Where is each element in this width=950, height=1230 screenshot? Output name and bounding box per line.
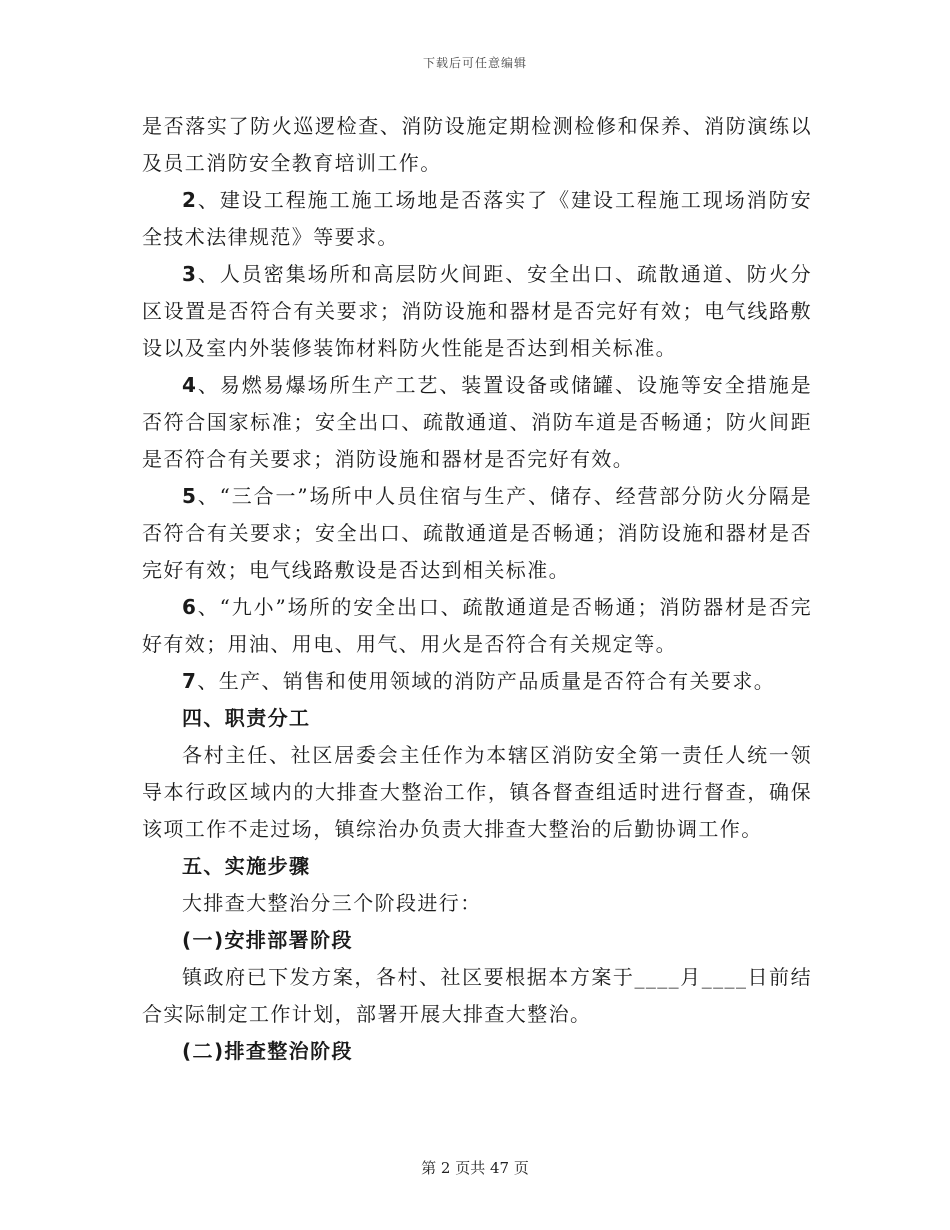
item-number: 3	[182, 262, 198, 286]
list-item-3	[142, 256, 812, 367]
list-item-4	[142, 367, 812, 478]
page-number: 第 2 页共 47 页	[421, 1159, 529, 1177]
item-text: 、建设工程施工施工场地是否落实了《建设工程施工现场消防安全技术法律规范》等要求。	[142, 188, 812, 249]
list-item-2	[142, 182, 812, 256]
item-text: 、易燃易爆场所生产工艺、装置设备或储罐、设施等安全措施是否符合国家标准；安全出口、疏散通道、消防车道是否畅通；防火间距是否符合有关要求；消防设施和器材是否完好有效。	[142, 373, 812, 471]
section-heading-responsibilities: 四、职责分工	[182, 706, 311, 730]
item-number: 2	[182, 188, 198, 212]
item-text: 、“三合一”场所中人员住宿与生产、储存、经营部分防火分隔是否符合有关要求；安全出口、疏散通道是否畅通；消防设施和器材是否完好有效；电气线路敷设是否达到相关标准。	[142, 484, 812, 582]
item-number: 7	[182, 669, 198, 693]
item-number: 5	[182, 484, 198, 508]
subsection-paragraph-deployment: 镇政府已下发方案，各村、社区要根据本方案于____月____日前结合实际制定工作计划，部署开展大排查大整治。	[142, 965, 812, 1026]
section-heading-implementation: 五、实施步骤	[182, 854, 311, 878]
item-text: 、生产、销售和使用领域的消防产品质量是否符合有关要求。	[197, 669, 776, 693]
paragraph-continuation: 是否落实了防火巡逻检查、消防设施定期检测检修和保养、消防演练以及员工消防安全教育培训工作。	[142, 114, 812, 175]
section-paragraph-responsibilities: 各村主任、社区居委会主任作为本辖区消防安全第一责任人统一领导本行政区域内的大排查大整治工作，镇各督查组适时进行督查，确保该项工作不走过场，镇综治办负责大排查大整治的后勤协调工作。	[142, 743, 812, 841]
page-header: 下载后可任意编辑	[422, 56, 527, 70]
item-number: 6	[182, 595, 198, 619]
list-item-7	[142, 663, 812, 700]
subsection-heading-inspection: (二)排查整治阶段	[182, 1039, 353, 1063]
item-text: 、“九小”场所的安全出口、疏散通道是否畅通；消防器材是否完好有效；用油、用电、用气、用火是否符合有关规定等。	[142, 595, 812, 656]
list-item-6	[142, 589, 812, 663]
item-text: 、人员密集场所和高层防火间距、安全出口、疏散通道、防火分区设置是否符合有关要求；消防设施和器材是否完好有效；电气线路敷设以及室内外装修装饰材料防火性能是否达到相关标准。	[142, 262, 812, 360]
section-paragraph-implementation: 大排查大整治分三个阶段进行：	[182, 891, 482, 915]
document-body	[142, 108, 812, 1070]
subsection-heading-deployment: (一)安排部署阶段	[182, 928, 353, 952]
item-number: 4	[182, 373, 198, 397]
list-item-5	[142, 478, 812, 589]
